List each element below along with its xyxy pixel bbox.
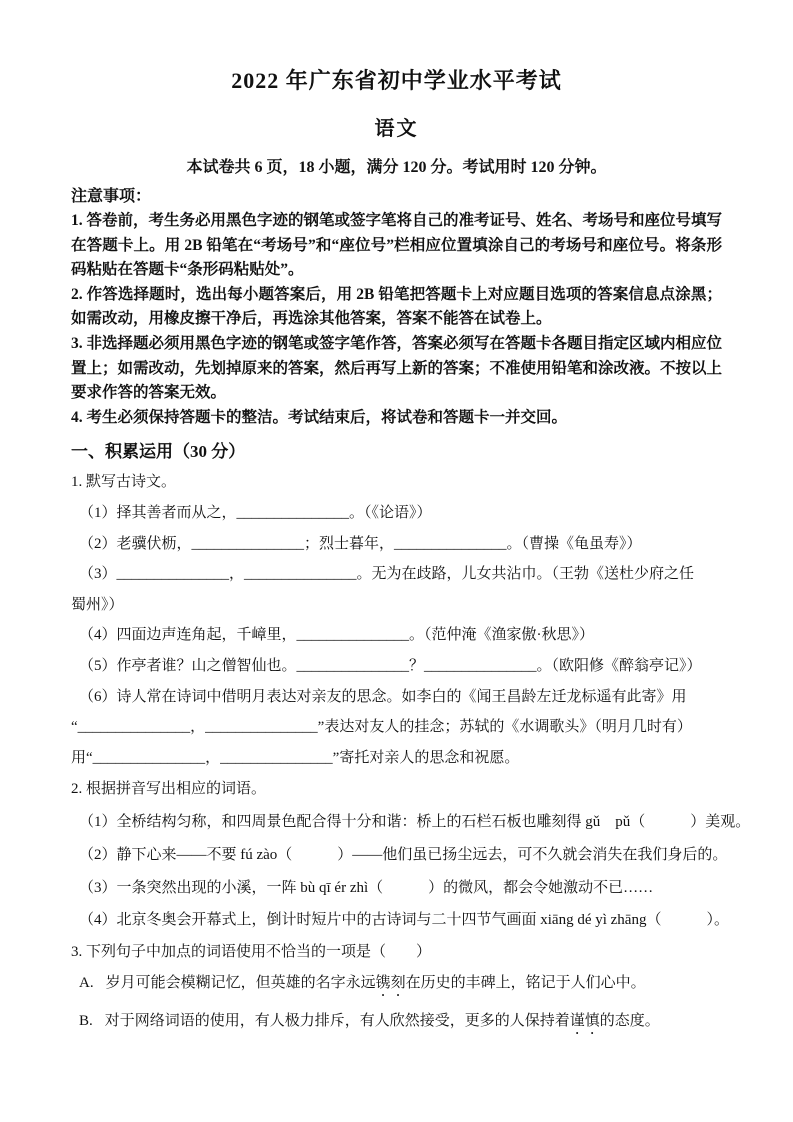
notice-item-1: 1. 答卷前，考生务必用黑色字迹的钢笔或签字笔将自己的准考证号、姓名、考场号和座位号填写在答题卡上。用 2B 铅笔在“考场号”和“座位号”栏相应位置填涂自己的考场号和座位号。将条形码粘贴在答题卡“条形码粘贴处”。 [71,212,723,279]
q3-option-a [71,968,722,1000]
notice-heading: 注意事项： [71,188,152,205]
question-2-stem: 2. 根据拼音写出相应的词语。 [71,781,267,798]
q3-option-a-text-pre: 岁月可能会模糊记忆，但英雄的名字永远 [105,975,376,992]
q3-option-a-text-post: 在历史的丰碑上，铭记于人们心中。 [405,975,646,992]
q2-item-3: （3）一条突然出现的小溪，一阵 bù qī ér zhì（ ）的微风，都会令她激动不已…… [79,879,654,896]
exam-title: 2022 年广东省初中学业水平考试 [231,68,562,93]
question-3 [71,937,722,1038]
q2-item-1: （1）全桥结构匀称，和四周景色配合得十分和谐：桥上的石栏石板也雕刻得 gǔ pǔ（ ）美观。 [79,814,751,831]
q3-option-b-label: B. [79,1013,93,1030]
q1-item-3-line-1: （3）_______________，_______________。无为在歧路，儿女共沾巾。（王勃《送杜少府之任 [79,566,695,583]
q3-option-b-text-post: 的态度。 [599,1013,660,1030]
q1-item-1: （1）择其善者而从之，_______________。（《论语》） [79,504,432,521]
question-1 [71,467,722,773]
q1-item-4: （4）四面边声连角起，千嶂里，_______________。（范仲淹《渔家傲·秋思》） [79,627,594,644]
question-1-stem: 1. 默写古诗文。 [71,474,177,491]
question-2 [71,773,751,937]
q1-item-6-line-1: （6）诗人常在诗词中借明月表达对亲友的思念。如李白的《闻王昌龄左迁龙标遥有此寄》用 [79,688,687,705]
notice-item-4: 4. 考生必须保持答题卡的整洁。考试结束后，将试卷和答题卡一并交回。 [71,408,568,426]
q2-item-2: （2）静下心来——不要 fú zào（ ）——他们虽已扬尘远去，可不久就会消失在我们身后的。 [79,846,728,863]
section-1-heading: 一、积累运用（30 分） [71,442,246,462]
notice-item-3: 3. 非选择题必须用黑色字迹的钢笔或签字笔作答，答案必须写在答题卡各题目指定区域内相应位置上；如需改动，先划掉原来的答案，然后再写上新的答案；不准使用铅笔和涂改液。不按以上要求作答的答案无效。 [71,334,723,402]
q1-item-3-line-2: 蜀州》） [71,596,124,613]
exam-subject: 语文 [374,118,419,140]
q3-option-a-emphasized-word: 镌刻 [375,975,406,992]
q2-item-4: （4）北京冬奥会开幕式上，倒计时短片中的古诗词与二十四节气画面 xiāng dé yì zhāng（ ）。 [79,912,729,929]
exam-info-line: 本试卷共 6 页，18 小题，满分 120 分。考试用时 120 分钟。 [186,159,607,176]
q1-item-5: （5）作亭者谁？山之僧智仙也。_______________？_______________。（欧阳修《醉翁亭记》） [79,657,702,674]
q1-item-2: （2）老骥伏枥，_______________；烈士暮年，_______________。（曹操《龟虽寿》） [79,535,642,552]
notice-item-2: 2. 作答选择题时，选出每小题答案后，用 2B 铅笔把答题卡上对应题目选项的答案信息点涂黑；如需改动，用橡皮擦干净后，再选涂其他答案，答案不能答在试卷上。 [71,285,722,328]
q1-item-6-line-3: 用“_______________，_______________”寄托对亲人的思念和祝愿。 [71,749,520,766]
q3-option-b-text-pre: 对于网络词语的使用，有人极力排斥，有人欣然接受，更多的人保持着 [104,1013,570,1030]
q3-option-b-emphasized-word: 谨慎 [569,1013,600,1030]
q3-option-a-label: A. [79,975,94,992]
question-3-stem: 3. 下列句子中加点的词语使用不恰当的一项是（ ） [71,944,432,961]
q1-item-6-line-2: “_______________，_______________”表达对友人的挂念；苏轼的《水调歌头》（明月几时有） [71,719,692,736]
q3-option-b [71,1006,722,1038]
